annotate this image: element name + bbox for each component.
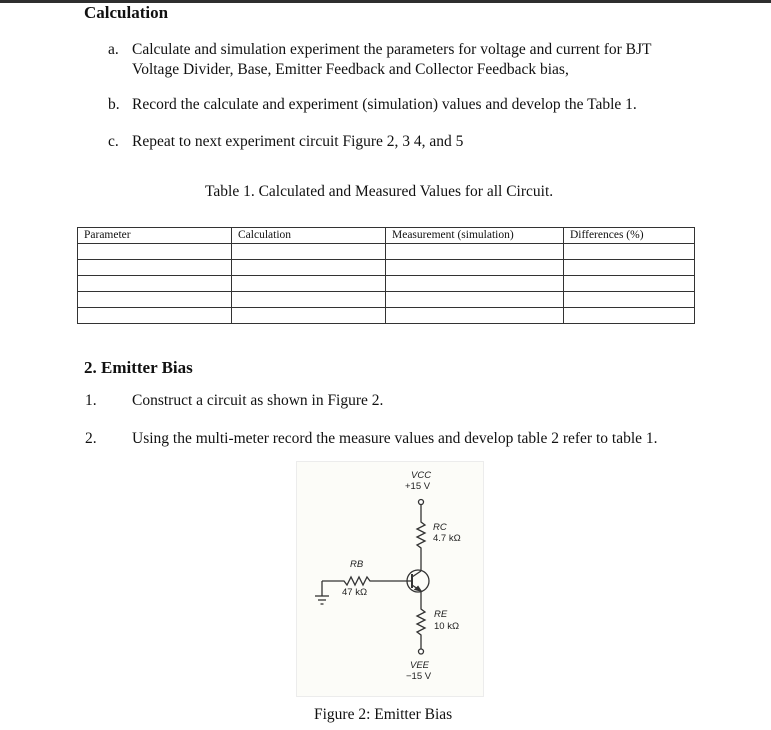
re-resistor bbox=[417, 606, 425, 639]
emitter-bias-circuit-diagram bbox=[296, 461, 484, 697]
step-marker: 2. bbox=[85, 430, 97, 447]
table-header-cell: Calculation bbox=[232, 228, 386, 244]
table-cell bbox=[78, 292, 232, 308]
table-cell bbox=[232, 260, 386, 276]
rc-resistor bbox=[417, 519, 425, 552]
table-cell bbox=[232, 292, 386, 308]
vee-label: VEE bbox=[410, 660, 430, 671]
rb-resistor bbox=[341, 577, 373, 585]
calc-item-line: Record the calculate and experiment (simulation) values and develop the Table 1. bbox=[132, 96, 637, 113]
figure-caption: Figure 2: Emitter Bias bbox=[314, 706, 453, 723]
rc-label: RC bbox=[433, 522, 447, 533]
table-cell bbox=[564, 244, 695, 260]
table-cell bbox=[386, 244, 564, 260]
vcc-terminal bbox=[419, 500, 424, 505]
step-text: Construct a circuit as shown in Figure 2. bbox=[132, 392, 384, 409]
table-row bbox=[78, 276, 695, 292]
calc-item-b bbox=[108, 95, 708, 115]
rb-label: RB bbox=[350, 559, 364, 570]
table-cell bbox=[386, 308, 564, 324]
bjt-collector-lead bbox=[412, 571, 421, 577]
section-heading-calculation: Calculation bbox=[84, 3, 169, 22]
table-cell bbox=[386, 260, 564, 276]
table-cell bbox=[232, 308, 386, 324]
calc-item-marker: a. bbox=[108, 41, 119, 58]
table-header-row bbox=[78, 228, 695, 244]
step-marker: 1. bbox=[85, 392, 97, 409]
table-cell bbox=[78, 276, 232, 292]
table-row bbox=[78, 260, 695, 276]
table-cell bbox=[232, 244, 386, 260]
vcc-label: VCC bbox=[411, 470, 432, 481]
vee-terminal bbox=[419, 649, 424, 654]
table-cell bbox=[564, 276, 695, 292]
table-cell bbox=[386, 276, 564, 292]
table-header-cell: Measurement (simulation) bbox=[386, 228, 564, 244]
table-row bbox=[78, 308, 695, 324]
table-row bbox=[78, 292, 695, 308]
calc-item-marker: b. bbox=[108, 96, 120, 113]
rb-value: 47 kΩ bbox=[342, 587, 368, 598]
calc-item-line: Repeat to next experiment circuit Figure 2, 3 4, and 5 bbox=[132, 133, 464, 150]
step-item-1 bbox=[85, 391, 705, 411]
table-caption: Table 1. Calculated and Measured Values for all Circuit. bbox=[205, 183, 554, 200]
section-heading-emitter-bias: 2. Emitter Bias bbox=[84, 358, 193, 377]
table-cell bbox=[564, 260, 695, 276]
calc-item-line: Voltage Divider, Base, Emitter Feedback and Collector Feedback bias, bbox=[132, 61, 569, 78]
step-text: Using the multi-meter record the measure values and develop table 2 refer to table 1. bbox=[132, 430, 658, 447]
re-label: RE bbox=[434, 609, 448, 620]
step-item-2 bbox=[85, 429, 705, 449]
calc-item-marker: c. bbox=[108, 133, 119, 150]
values-table bbox=[77, 227, 695, 324]
table-cell bbox=[386, 292, 564, 308]
calc-item-c bbox=[108, 132, 708, 152]
vee-value: −15 V bbox=[406, 671, 432, 682]
table-header-cell: Parameter bbox=[78, 228, 232, 244]
vcc-value: +15 V bbox=[405, 481, 431, 492]
table-cell bbox=[78, 308, 232, 324]
table-cell bbox=[564, 308, 695, 324]
table-cell bbox=[564, 292, 695, 308]
calc-item-a bbox=[108, 40, 708, 80]
circuit-schematic bbox=[297, 462, 483, 696]
table-cell bbox=[78, 260, 232, 276]
table-header-cell: Differences (%) bbox=[564, 228, 695, 244]
table-cell bbox=[232, 276, 386, 292]
calc-item-line: Calculate and simulation experiment the parameters for voltage and current for BJT bbox=[132, 41, 652, 58]
re-value: 10 kΩ bbox=[434, 621, 460, 632]
rc-value: 4.7 kΩ bbox=[433, 533, 461, 544]
table-cell bbox=[78, 244, 232, 260]
table-row bbox=[78, 244, 695, 260]
